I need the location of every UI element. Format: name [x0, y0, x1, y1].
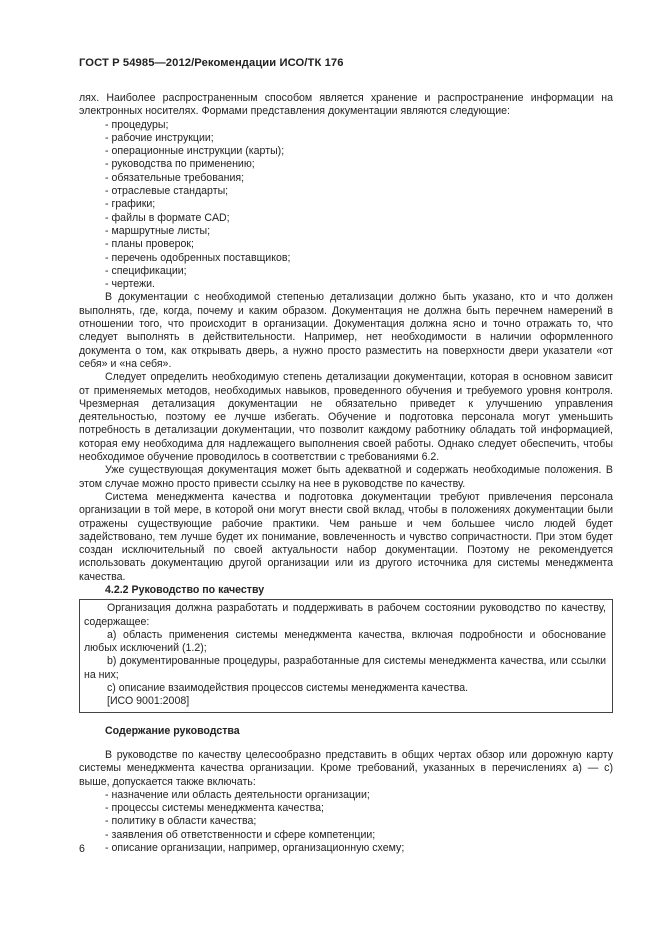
list-item: - перечень одобренных поставщиков;	[105, 251, 291, 264]
list-item: - описание организации, например, организационную схему;	[105, 842, 405, 855]
requirement-item: c) описание взаимодействия процессов системы менеджмента качества.	[107, 682, 469, 695]
standard-reference: [ИСО 9001:2008]	[107, 695, 190, 708]
body-paragraph: В документации с необходимой степенью детализации должно быть указано, кто и что должен выполнять, где, когда, почему и каким образом. Документация не должна быть перечнем намерений в отношении того, что происходит в организации. Документация должна ясно и точно отражать то, что следует выполнять в действительности. Например, нет необходимости в наличии оформленного документа о том, как открывать дверь, а нужно просто разместить на поверхности двери указатели «от себя» и «на себя».	[79, 291, 613, 370]
list-item: - рабочие инструкции;	[105, 131, 214, 144]
list-item: - назначение или область деятельности организации;	[105, 788, 370, 801]
list-item: - планы проверок;	[105, 238, 194, 251]
list-item: - спецификации;	[105, 264, 187, 277]
requirement-lead: Организация должна разработать и поддерживать в рабочем состоянии руководство по качеству, содержащее:	[84, 602, 606, 628]
page-number: 6	[79, 843, 85, 855]
list-item: - графики;	[105, 198, 156, 211]
document-header: ГОСТ Р 54985—2012/Рекомендации ИСО/ТК 176	[79, 57, 344, 69]
list-item: - чертежи.	[105, 278, 155, 291]
list-item: - руководства по применению;	[105, 158, 255, 171]
list-item: - обязательные требования;	[105, 171, 245, 184]
body-paragraph: Следует определить необходимую степень детализации документации, которая в основном зависит от применяемых методов, необходимых навыков, проведенного обучения и требуемого уровня контроля. Чрезмерная детализация документации не обязательно приведет к улучшению управления деятельностью, поэтому ее лучше избегать. Обучение и подготовка персонала могут уменьшить потребность в детализации документации, что позволит каждому работнику обладать той информацией, которая ему необходима для надлежащего выполнения своей работы. Однако следует обеспечить, чтобы необходимое обучение проводилось в соответствии с требованиями 6.2.	[79, 371, 613, 464]
list-item: - отраслевые стандарты;	[105, 185, 229, 198]
manual-contents-list	[79, 789, 613, 855]
list-item: - процессы системы менеджмента качества;	[105, 802, 324, 815]
body-paragraph: Система менеджмента качества и подготовка документации требуют привлечения персонала организации в той мере, в которой они могут внести свой вклад, чтобы в положениях документации были отражены существующие рабочие практики. Чем раньше и чем большее число людей будет задействовано, тем лучше будет их понимание, вовлеченность и чувство сопричастности. При этом будет создан исключительный по своей актуальности набор документации. Поэтому не рекомендуется использовать документацию другой организации или из другого источника для системы менеджмента качества.	[79, 490, 613, 583]
section-heading: 4.2.2 Руководство по качеству	[105, 583, 265, 596]
documentation-forms-list	[79, 119, 613, 292]
list-item: - маршрутные листы;	[105, 224, 211, 237]
intro-paragraph: лях. Наиболее распространенным способом является хранение и распространение информации на электронных носителях. Формами представления документации являются следующие:	[79, 92, 613, 118]
subsection-title: Содержание руководства	[105, 724, 240, 737]
requirement-item: b) документированные процедуры, разработанные для системы менеджмента качества, или ссылки на них;	[84, 655, 606, 681]
list-item: - заявления об ответственности и сфере компетенции;	[105, 828, 376, 841]
body-paragraph: В руководстве по качеству целесообразно представить в общих чертах обзор или дорожную карту системы менеджмента качества организации. Кроме требований, указанных в перечислениях а) — с) выше, допускается также включать:	[79, 748, 613, 788]
requirement-box	[79, 599, 613, 712]
list-item: - операционные инструкции (карты);	[105, 145, 285, 158]
requirement-item: a) область применения системы менеджмента качества, включая подробности и обоснование любых исключений (1.2);	[84, 628, 606, 655]
list-item: - политику в области качества;	[105, 815, 257, 828]
page-body	[79, 92, 613, 855]
body-paragraph: Уже существующая документация может быть адекватной и содержать необходимые положения. В этом случае можно просто привести ссылку на нее в руководстве по качеству.	[79, 464, 613, 490]
list-item: - процедуры;	[105, 118, 169, 131]
list-item: - файлы в формате CAD;	[105, 211, 230, 224]
